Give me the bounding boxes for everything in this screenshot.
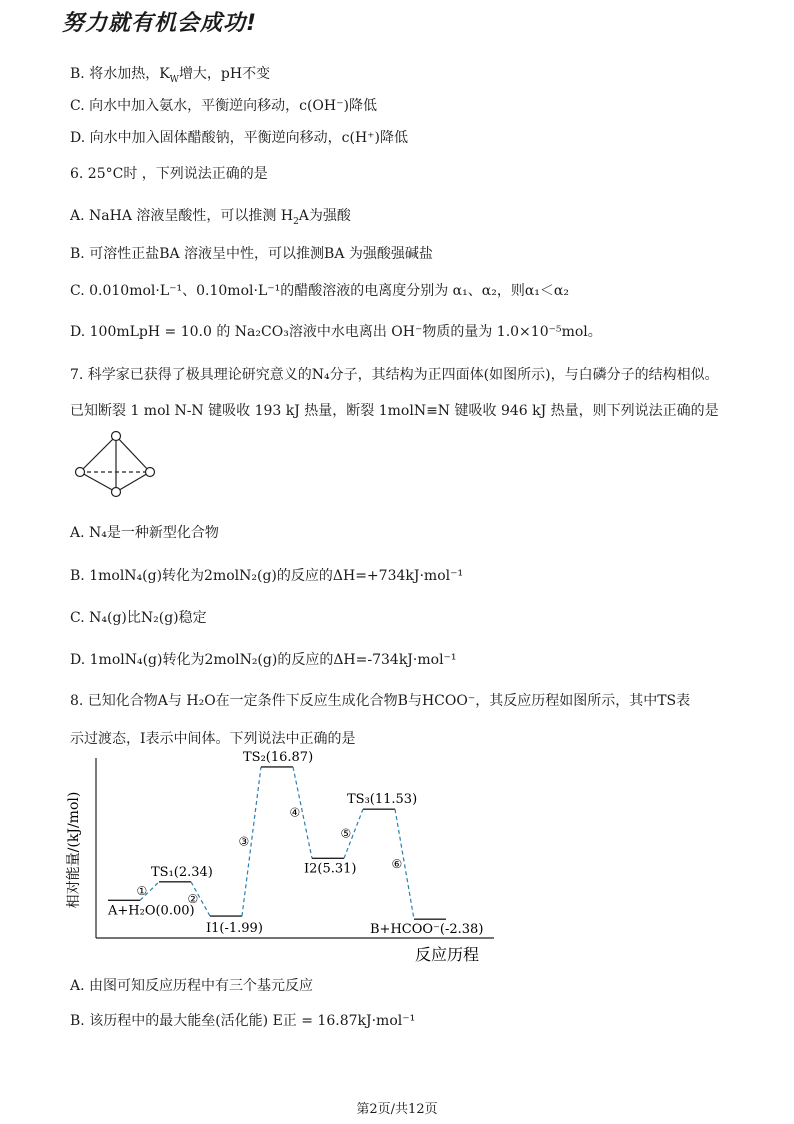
q6-stem: 6. 25°C时 ，下列说法正确的是: [70, 166, 268, 182]
step-marker-3: ③: [238, 834, 250, 849]
q8-b-text: 该历程中的最大能垒(活化能) E正 = 16.87kJ·mol⁻¹: [89, 1013, 416, 1029]
q8-stem-line2: 示过渡态，I表示中间体。下列说法中正确的是: [70, 731, 356, 747]
q6-a-sub: 2: [293, 216, 299, 227]
q7-option-b: [70, 565, 463, 585]
q7-b-text: 1molN₄(g)转化为2molN₂(g)的反应的ΔH=+734kJ·mol⁻¹: [89, 568, 464, 584]
q6-option-c: [70, 280, 569, 300]
q5-option-d: [70, 127, 408, 147]
q5-c-text: 向水中加入氨水，平衡逆向移动，c(OH⁻)降低: [89, 98, 377, 114]
q5-b-text2: 增大，pH不变: [178, 66, 271, 82]
q7-stem-line2: 已知断裂 1 mol N-N 键吸收 193 kJ 热量，断裂 1molN≡N 键吸收 946 kJ 热量，则下列说法正确的是: [70, 403, 719, 419]
q5-c-label: C.: [70, 98, 85, 114]
state-label-4: TS₂(16.87): [243, 750, 314, 765]
header-slogan: 努力就有机会成功!: [62, 11, 258, 36]
q6-a-label: A.: [70, 208, 85, 224]
page-number: 第2页/共12页: [356, 1102, 438, 1117]
q8-option-b: [70, 1010, 415, 1030]
q7-a-text: N₄是一种新型化合物: [89, 525, 219, 541]
q5-option-c: [70, 95, 377, 115]
q7-option-d: [70, 649, 457, 669]
q5-d-text: 向水中加入固体醋酸钠，平衡逆向移动，c(H⁺)降低: [89, 130, 409, 146]
q7-option-c: [70, 607, 207, 627]
step-marker-2: ②: [187, 891, 199, 906]
q8-b-label: B.: [70, 1013, 85, 1029]
q7-stem-line1: 7. 科学家已获得了极具理论研究意义的N₄分子，其结构为正四面体(如图所示)，与白磷分子的结构相似。: [70, 367, 719, 383]
state-label-5: I2(5.31): [304, 861, 357, 877]
q7-a-label: A.: [70, 525, 85, 541]
state-label-1: A+H₂O(0.00): [108, 903, 195, 919]
q6-option-b: [70, 243, 433, 263]
q6-d-text: 100mLpH = 10.0 的 Na₂CO₃溶液中水电离出 OH⁻物质的量为 1.0×10⁻⁵mol。: [89, 324, 602, 340]
state-label-6: TS₃(11.53): [347, 792, 418, 808]
state-label-2: TS₁(2.34): [151, 864, 213, 880]
tetrahedron-figure: [70, 428, 160, 500]
q6-b-label: B.: [70, 246, 85, 262]
q5-b-label: B.: [70, 66, 85, 82]
q6-b-text: 可溶性正盐BA 溶液呈中性，可以推测BA 为强酸强碱盐: [89, 246, 433, 262]
q6-a-text1: NaHA 溶液呈酸性，可以推测: [89, 208, 281, 224]
q8-option-a: [70, 975, 313, 995]
y-axis-label: 相对能量/(kJ/mol): [66, 791, 82, 909]
q7-option-a: [70, 522, 219, 542]
q5-option-b: [70, 63, 270, 85]
q6-d-label: D.: [70, 324, 86, 340]
q8-a-label: A.: [70, 978, 85, 994]
q7-c-text: N₄(g)比N₂(g)稳定: [89, 610, 207, 626]
q5-d-label: D.: [70, 130, 86, 146]
state-label-7: B+HCOO⁻(-2.38): [370, 922, 484, 938]
state-label-3: I1(-1.99): [206, 921, 263, 937]
q6-a-formula: H: [280, 208, 294, 224]
q5-b-sub: W: [169, 74, 179, 85]
q6-option-d: [70, 321, 602, 341]
q8-stem-line1: 8. 已知化合物A与 H₂O在一定条件下反应生成化合物B与HCOO⁻，其反应历程如图所示，其中TS表: [70, 693, 691, 709]
q7-d-label: D.: [70, 652, 86, 668]
energy-profile-chart: [64, 750, 504, 968]
q6-c-text: 0.010mol·L⁻¹、0.10mol·L⁻¹的醋酸溶液的电离度分别为 α₁、α₂，则α₁＜α₂: [89, 283, 569, 299]
step-marker-6: ⑥: [391, 857, 403, 872]
q8-a-text: 由图可知反应历程中有三个基元反应: [89, 978, 314, 994]
q6-c-label: C.: [70, 283, 85, 299]
step-marker-1: ①: [136, 884, 148, 899]
q6-a-text2: A为强酸: [298, 208, 351, 224]
q5-b-text1: 将水加热，K: [89, 66, 170, 82]
q6-option-a: [70, 205, 351, 227]
step-marker-4: ④: [289, 805, 301, 820]
step-marker-5: ⑤: [340, 826, 352, 841]
q7-c-label: C.: [70, 610, 85, 626]
x-axis-label: 反应历程: [414, 945, 480, 964]
q7-b-label: B.: [70, 568, 85, 584]
q7-d-text: 1molN₄(g)转化为2molN₂(g)的反应的ΔH=-734kJ·mol⁻¹: [89, 652, 457, 668]
